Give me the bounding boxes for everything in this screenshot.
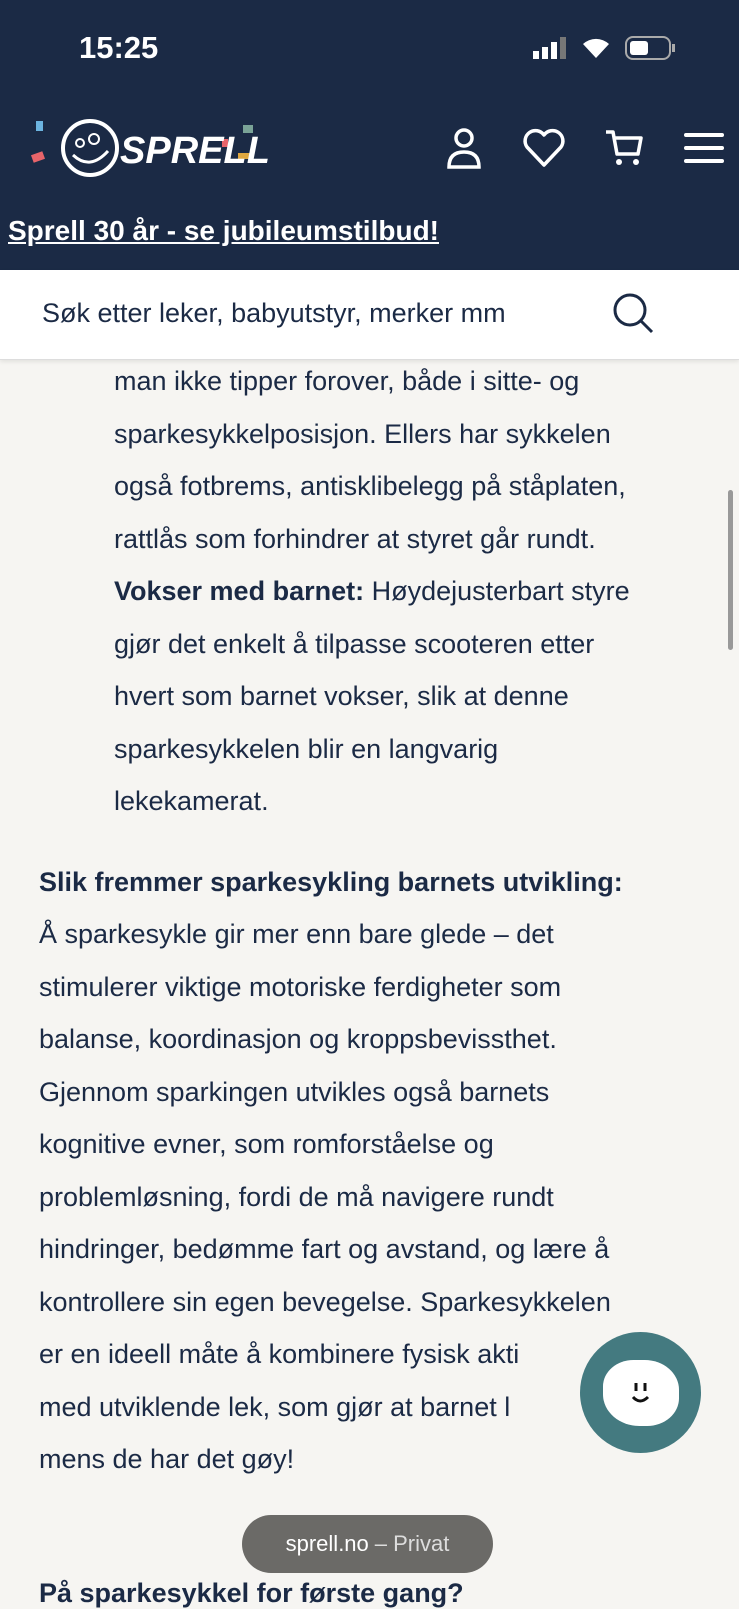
bullet-item <box>0 565 739 828</box>
heart-icon[interactable] <box>519 123 569 173</box>
domain-label: sprell.no <box>285 1531 369 1556</box>
text-line: hindringer, bedømme fart og avstand, og lære å <box>39 1234 610 1264</box>
menu-icon[interactable] <box>679 123 729 173</box>
text-line: gjør det enkelt å tilpasse scooteren etter <box>114 628 595 659</box>
text-line: mens de har det gøy! <box>39 1444 295 1474</box>
text-line: med utviklende lek, som gjør at barnet l <box>39 1391 511 1422</box>
search-input[interactable]: Søk etter leker, babyutstyr, merker mm <box>42 298 506 328</box>
text-line: man ikke tipper forover, både i sitte- og <box>114 366 580 396</box>
intro-text <box>0 355 739 565</box>
status-bar <box>0 0 739 95</box>
promo-link[interactable]: Sprell 30 år - se jubileumstilbud! <box>8 215 439 246</box>
text-line: kognitive evner, som romforståelse og <box>39 1129 494 1159</box>
chat-button[interactable] <box>580 1332 701 1453</box>
site-header <box>0 95 739 270</box>
section-heading: Slik fremmer sparkesykling barnets utvikling: <box>39 866 623 897</box>
text-line: sparkesykkelen blir en langvarig <box>114 733 499 764</box>
browser-address-pill[interactable] <box>242 1515 493 1573</box>
text-line: problemløsning, fordi de må navigere rundt <box>39 1181 554 1212</box>
text-line: Å sparkesykle gir mer enn bare glede – det <box>39 919 554 949</box>
wifi-icon <box>581 37 611 59</box>
signal-icon <box>533 37 567 59</box>
sprell-logo[interactable] <box>28 113 273 188</box>
bullet-title: Vokser med barnet: <box>114 576 365 606</box>
battery-icon <box>625 36 675 60</box>
text-line: stimulerer viktige motoriske ferdigheter som <box>39 971 562 1002</box>
text-line: lekekamerat. <box>114 786 269 816</box>
text-line: hvert som barnet vokser, slik at denne <box>114 681 569 711</box>
text-line: er en ideell måte å kombinere fysisk akti <box>39 1339 520 1369</box>
text-line: også fotbrems, antisklibelegg på ståplaten, <box>114 471 626 501</box>
text-line: sparkesykkelposisjon. Ellers har sykkelen <box>114 418 611 449</box>
cart-icon[interactable] <box>599 123 649 173</box>
svg-text:SPRELL: SPRELL <box>120 130 270 172</box>
private-mode-label: – Privat <box>374 1531 450 1556</box>
text-line: Gjennom sparkingen utvikles også barnets <box>39 1076 550 1107</box>
text-line: kontrollere sin egen bevegelse. Sparkesykkelen <box>39 1286 611 1317</box>
search-icon[interactable] <box>612 292 656 336</box>
text-line: balanse, koordinasjon og kroppsbevissthet. <box>39 1024 557 1054</box>
text-line: Høydejusterbart styre <box>364 576 630 606</box>
text-line: rattlås som forhindrer at styret går rundt. <box>114 523 596 554</box>
article-content <box>0 355 739 1486</box>
smiley-icon <box>629 1380 653 1406</box>
clock: 15:25 <box>79 30 159 65</box>
search-bar[interactable] <box>0 270 739 360</box>
scrollbar[interactable] <box>728 490 733 650</box>
account-icon[interactable] <box>439 123 489 173</box>
next-heading: På sparkesykkel for første gang? <box>39 1578 464 1608</box>
